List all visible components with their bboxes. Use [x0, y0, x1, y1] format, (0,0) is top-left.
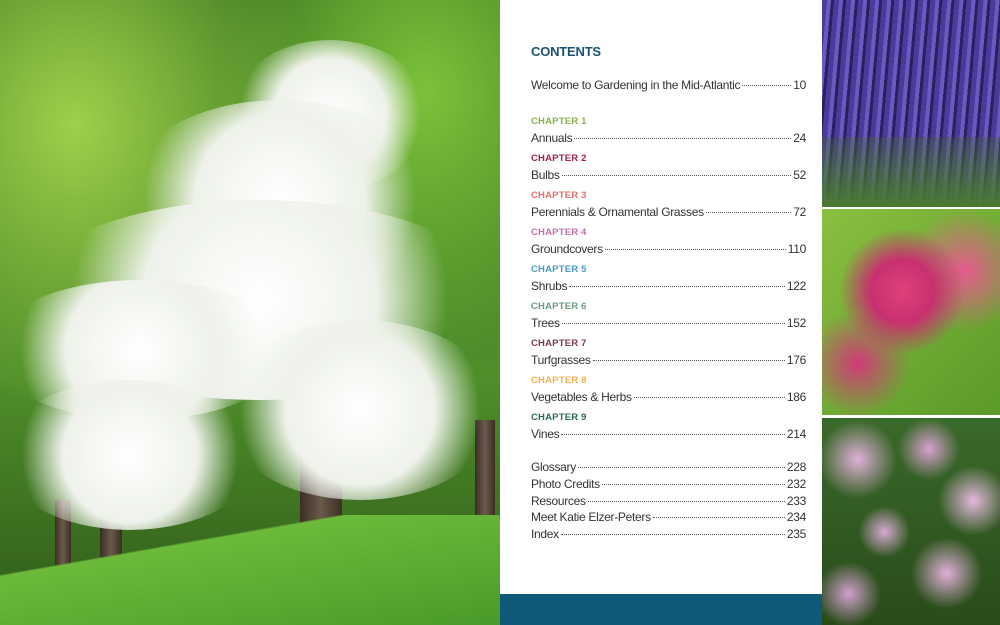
toc-entry-chapter[interactable]: [531, 242, 806, 256]
toc-entry-chapter[interactable]: [531, 353, 806, 367]
dot-leader: [605, 249, 786, 250]
entry-title: Meet Katie Elzer-Peters: [531, 510, 651, 525]
toc-entry-back-matter[interactable]: [531, 477, 806, 491]
entry-page: 228: [786, 460, 806, 474]
toc-entry-welcome[interactable]: [531, 78, 806, 92]
toc-entry-chapter[interactable]: [531, 316, 806, 330]
contents-title: CONTENTS: [531, 44, 601, 59]
dot-leader: [569, 286, 785, 287]
entry-page: 122: [786, 279, 806, 293]
chapter-label: CHAPTER 8: [531, 375, 587, 386]
dot-leader: [634, 397, 785, 398]
entry-page: 52: [793, 168, 806, 182]
dot-leader: [578, 467, 785, 468]
toc-entry-back-matter[interactable]: [531, 527, 806, 541]
entry-page: 234: [786, 510, 806, 525]
toc-entry-chapter[interactable]: [531, 427, 806, 441]
entry-page: 232: [786, 476, 806, 491]
entry-title: Welcome to Gardening in the Mid-Atlantic: [531, 78, 741, 92]
dot-leader: [588, 501, 785, 502]
entry-page: 10: [793, 78, 806, 92]
toc-entry-chapter[interactable]: [531, 279, 806, 293]
dot-leader: [602, 484, 785, 485]
dot-leader: [561, 534, 785, 535]
dot-leader: [562, 323, 785, 324]
entry-page: 24: [793, 131, 806, 145]
toc-entry-chapter[interactable]: [531, 390, 806, 404]
dot-leader: [562, 175, 792, 176]
dot-leader: [593, 360, 785, 361]
chapter-label: CHAPTER 1: [531, 116, 587, 127]
entry-page: 110: [787, 242, 806, 256]
entry-title: Vegetables & Herbs: [531, 390, 632, 404]
entry-title: Photo Credits: [531, 476, 600, 491]
entry-page: 235: [786, 527, 806, 542]
chapter-label: CHAPTER 9: [531, 412, 587, 423]
entry-title: Trees: [531, 316, 560, 330]
grass-lawn: [0, 515, 500, 625]
entry-title: Annuals: [531, 131, 573, 145]
entry-title: Groundcovers: [531, 242, 603, 256]
salvia-photo: [822, 0, 1000, 207]
chapter-label: CHAPTER 7: [531, 338, 587, 349]
toc-entry-back-matter[interactable]: [531, 510, 806, 524]
entry-title: Index: [531, 527, 559, 542]
toc-entry-chapter[interactable]: [531, 168, 806, 182]
rhododendron-photo: [822, 418, 1000, 625]
dot-leader: [706, 212, 791, 213]
toc-entry-chapter[interactable]: [531, 131, 806, 145]
entry-page: 176: [786, 353, 806, 367]
entry-title: Turfgrasses: [531, 353, 591, 367]
entry-title: Glossary: [531, 460, 576, 474]
entry-title: Resources: [531, 493, 586, 508]
dot-leader: [742, 85, 791, 86]
entry-page: 152: [786, 316, 806, 330]
dot-leader: [653, 517, 785, 518]
entry-title: Vines: [531, 427, 560, 441]
toc-entry-chapter[interactable]: [531, 205, 806, 219]
entry-page: 72: [793, 205, 806, 219]
blossom-cluster: [220, 320, 500, 500]
chapter-label: CHAPTER 5: [531, 264, 587, 275]
entry-title: Perennials & Ornamental Grasses: [531, 205, 704, 219]
toc-entry-back-matter[interactable]: [531, 494, 806, 508]
dot-leader: [574, 138, 791, 139]
chapter-label: CHAPTER 6: [531, 301, 587, 312]
dot-leader: [561, 434, 785, 435]
entry-page: 186: [786, 390, 806, 404]
chapter-label: CHAPTER 3: [531, 190, 587, 201]
chapter-label: CHAPTER 2: [531, 153, 587, 164]
entry-page: 214: [786, 427, 806, 441]
entry-title: Shrubs: [531, 279, 568, 293]
toc-entry-back-matter[interactable]: [531, 460, 806, 474]
lily-photo: [822, 209, 1000, 415]
entry-title: Bulbs: [531, 168, 560, 182]
entry-page: 233: [786, 493, 806, 508]
chapter-label: CHAPTER 4: [531, 227, 587, 238]
contents-page: [500, 0, 822, 625]
footer-accent-bar: [500, 594, 822, 625]
